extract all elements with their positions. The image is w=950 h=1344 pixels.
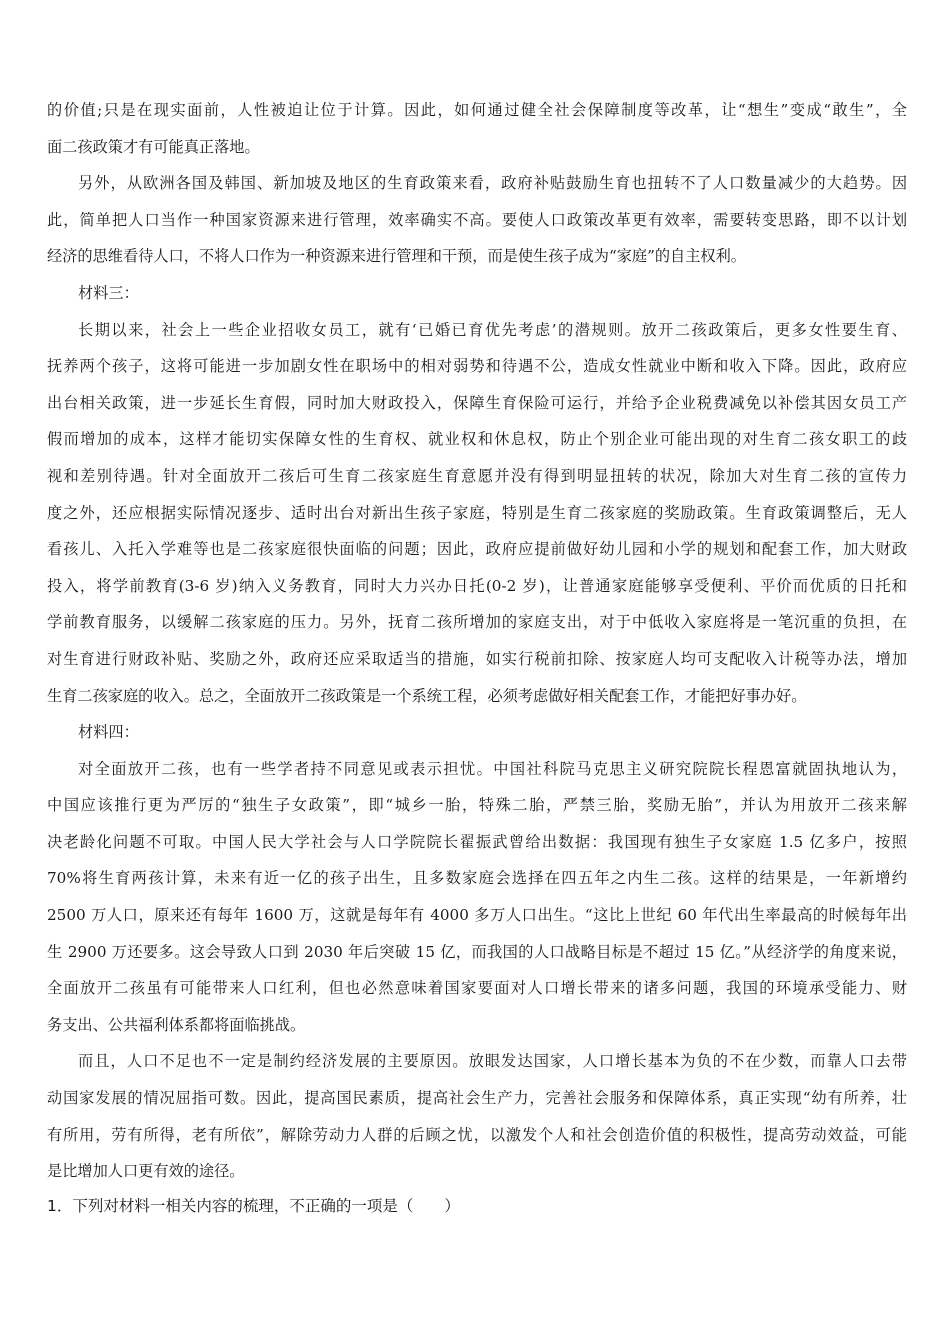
- text-line: 动国家发展的情况屈指可数。因此，提高国民素质，提高社会生产力，完善社会服务和保障体系，真正实现“幼有所养，壮: [47, 1089, 907, 1108]
- text-line: 是比增加人口更有效的途径。: [47, 1162, 245, 1181]
- document-body: [47, 92, 907, 1190]
- text-line: 对全面放开二孩，也有一些学者持不同意见或表示担忧。中国社科院马克思主义研究院院长程恩富就固执地认为，: [78, 759, 907, 778]
- text-line: 2500 万人口，原来还有每年 1600 万，这就是每年有 4000 多万人口出生。“这比上世纪 60 年代出生率最高的时候每年出: [47, 906, 907, 925]
- text-line: 而且，人口不足也不一定是制约经济发展的主要原因。放眼发达国家，人口增长基本为负的不在少数，而靠人口去带: [78, 1052, 907, 1071]
- text-line: 70%将生育两孩计算，未来有近一亿的孩子出生，且多数家庭会选择在四五年之内生二孩。这样的结果是，一年新增约: [47, 869, 907, 888]
- text-line: 有所用，劳有所得，老有所依”，解除劳动力人群的后顾之忧，以激发个人和社会创造价值的积极性，提高劳动效益，可能: [47, 1125, 907, 1144]
- text-line: 生 2900 万还要多。这会导致人口到 2030 年后突破 15 亿，而我国的人口战略目标是不超过 15 亿。”从经济学的角度来说，: [47, 942, 907, 961]
- text-line: 度之外，还应根据实际情况逐步、适时出台对新出生孩子家庭，特别是生育二孩家庭的奖励政策。生育政策调整后，无人: [47, 503, 907, 522]
- text-line: 假而增加的成本，这样才能切实保障女性的生育权、就业权和休息权，防止个别企业可能出现的对生育二孩女职工的歧: [47, 430, 907, 449]
- text-line: 抚养两个孩子，这将可能进一步加剧女性在职场中的相对弱势和待遇不公，造成女性就业中断和收入下降。因此，政府应: [47, 357, 907, 376]
- text-line: 决老龄化问题不可取。中国人民大学社会与人口学院院长翟振武曾给出数据：我国现有独生子女家庭 1.5 亿多户，按照: [47, 832, 907, 851]
- text-line: 出台相关政策，进一步延长生育假，同时加大财政投入，保障生育保险可运行，并给予企业税费减免以补偿其因女员工产: [47, 393, 907, 412]
- text-line: 中国应该推行更为严厉的“独生子女政策”，即“城乡一胎，特殊二胎，严禁三胎，奖励无胎”，并认为用放开二孩来解: [47, 796, 907, 815]
- text-line: 材料三：: [78, 283, 139, 302]
- text-line: 另外，从欧洲各国及韩国、新加坡及地区的生育政策来看，政府补贴鼓励生育也扭转不了人口数量减少的大趋势。因: [78, 174, 907, 193]
- text-line: 全面放开二孩虽有可能带来人口红利，但也必然意味着国家要面对人口增长带来的诸多问题，我国的环境承受能力、财: [47, 979, 907, 998]
- text-line: 生育二孩家庭的收入。总之，全面放开二孩政策是一个系统工程，必须考虑做好相关配套工作，才能把好事办好。: [47, 686, 807, 705]
- text-line: 材料四：: [78, 723, 139, 742]
- text-line: 学前教育服务，以缓解二孩家庭的压力。另外，抚育二孩所增加的家庭支出，对于中低收入家庭将是一笔沉重的负担，在: [47, 613, 907, 632]
- text-line: 经济的思维看待人口，不将人口作为一种资源来进行管理和干预，而是使生孩子成为“家庭”的自主权利。: [47, 247, 746, 266]
- text-line: 视和差别待遇。针对全面放开二孩后可生育二孩家庭生育意愿并没有得到明显扭转的状况，除加大对生育二孩的宣传力: [47, 466, 907, 485]
- text-line: 面二孩政策才有可能真正落地。: [47, 137, 260, 156]
- text-line: 此，简单把人口当作一种国家资源来进行管理，效率确实不高。要使人口政策改革更有效率，需要转变思路，即不以计划: [47, 210, 907, 229]
- text-line: 务支出、公共福利体系都将面临挑战。: [47, 1015, 306, 1034]
- text-line: 看孩儿、入托入学难等也是二孩家庭很快面临的问题；因此，政府应提前做好幼儿园和小学的规划和配套工作，加大财政: [47, 540, 907, 559]
- text-line: 长期以来，社会上一些企业招收女员工，就有‘已婚已育优先考虑’的潜规则。放开二孩政策后，更多女性要生育、: [78, 320, 907, 339]
- question-1: 1．下列对材料一相关内容的梳理，不正确的一项是（ ）: [47, 1197, 460, 1215]
- text-line: 投入，将学前教育(3-6 岁)纳入义务教育，同时大力兴办日托(0-2 岁)，让普通家庭能够享受便利、平价而优质的日托和: [47, 576, 907, 595]
- text-line: 对生育进行财政补贴、奖励之外，政府还应采取适当的措施，如实行税前扣除、按家庭人均可支配收入计税等办法，增加: [47, 649, 907, 668]
- text-line: 的价值;只是在现实面前，人性被迫让位于计算。因此，如何通过健全社会保障制度等改革，让“想生”变成“敢生”，全: [47, 101, 907, 119]
